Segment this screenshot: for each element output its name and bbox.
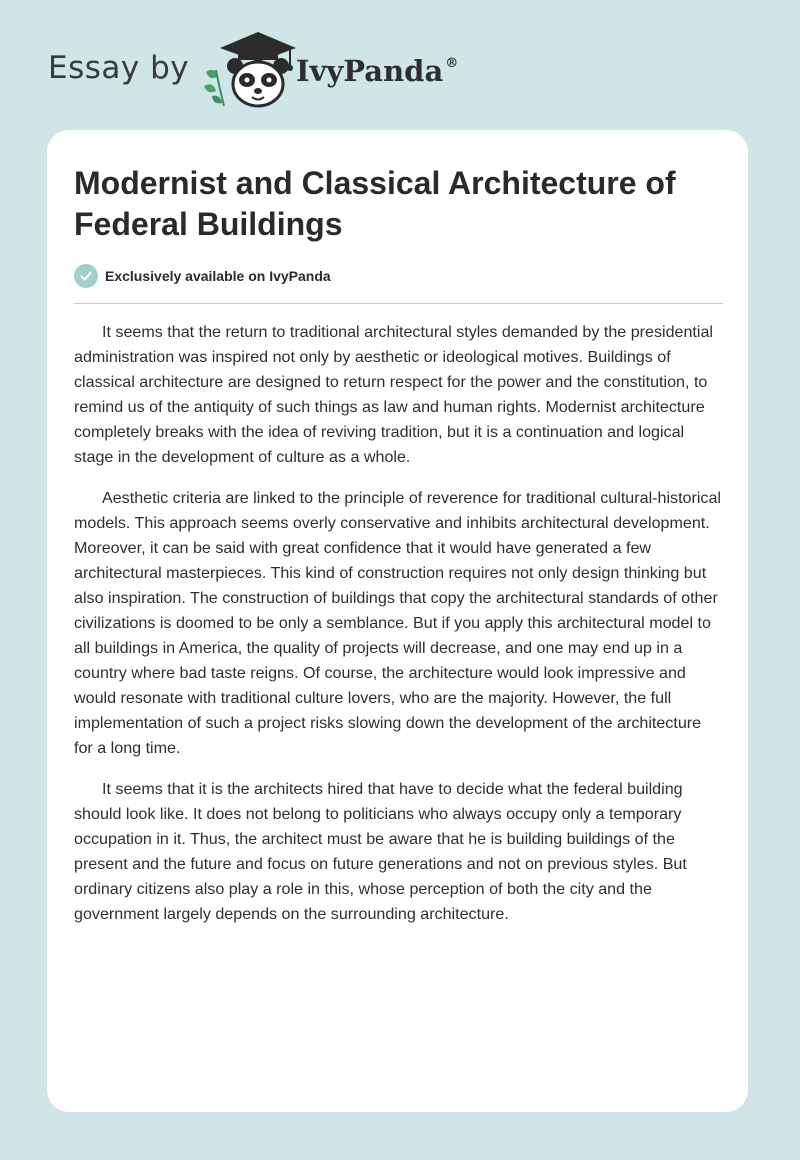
essay-by-label: Essay by (48, 50, 190, 86)
checkmark-icon (74, 264, 98, 288)
brand-name-text: IvyPanda (296, 54, 444, 88)
paragraph: Aesthetic criteria are linked to the principle of reverence for traditional cultural-historical models. This approach seems overly conservative and inhibits architectural development. Moreover, it can be said with great confidence that it would have generated a few architectural masterpieces. This kind of construction requires not only design thinking but also inspiration. The construction of buildings that copy the architectural standards of other civilizations is doomed to be only a semblance. But if you apply this architectural model to all buildings in America, the quality of projects will decrease, and one may end up in a country where bad taste reigns. Of course, the architecture would look impressive and would resonate with traditional culture lovers, who are the majority. However, the full implementation of such a project risks slowing down the development of the architecture for a long time. (74, 489, 722, 757)
ivypanda-logo-icon[interactable] (202, 30, 297, 110)
exclusive-badge-label: Exclusively available on IvyPanda (105, 268, 331, 284)
exclusive-badge (74, 264, 331, 288)
site-header (48, 30, 568, 110)
paragraph: It seems that it is the architects hired that have to decide what the federal building should look like. It does not belong to politicians who always occupy only a temporary occupation in it. Thus, the architect must be aware that he is building buildings of the present and the future and focus on future generations and not on previous styles. But ordinary citizens also play a role in this, whose perception of both the city and the government largely depends on the surrounding architecture. (74, 780, 687, 923)
brand-name[interactable] (296, 54, 458, 88)
essay-card (47, 130, 748, 1112)
registered-mark: ® (445, 56, 459, 71)
paragraph: It seems that the return to traditional architectural styles demanded by the presidential administration was inspired not only by aesthetic or ideological motives. Buildings of classical architecture are designed to return respect for the power and the constitution, to remind us of the antiquity of such things as law and human rights. Modernist architecture completely breaks with the idea of reviving tradition, but it is a continuation and logical stage in the development of culture as a whole. (74, 323, 713, 466)
page-title: Modernist and Classical Architecture of Federal Buildings (74, 165, 676, 242)
divider (74, 303, 723, 304)
essay-body (74, 320, 724, 944)
